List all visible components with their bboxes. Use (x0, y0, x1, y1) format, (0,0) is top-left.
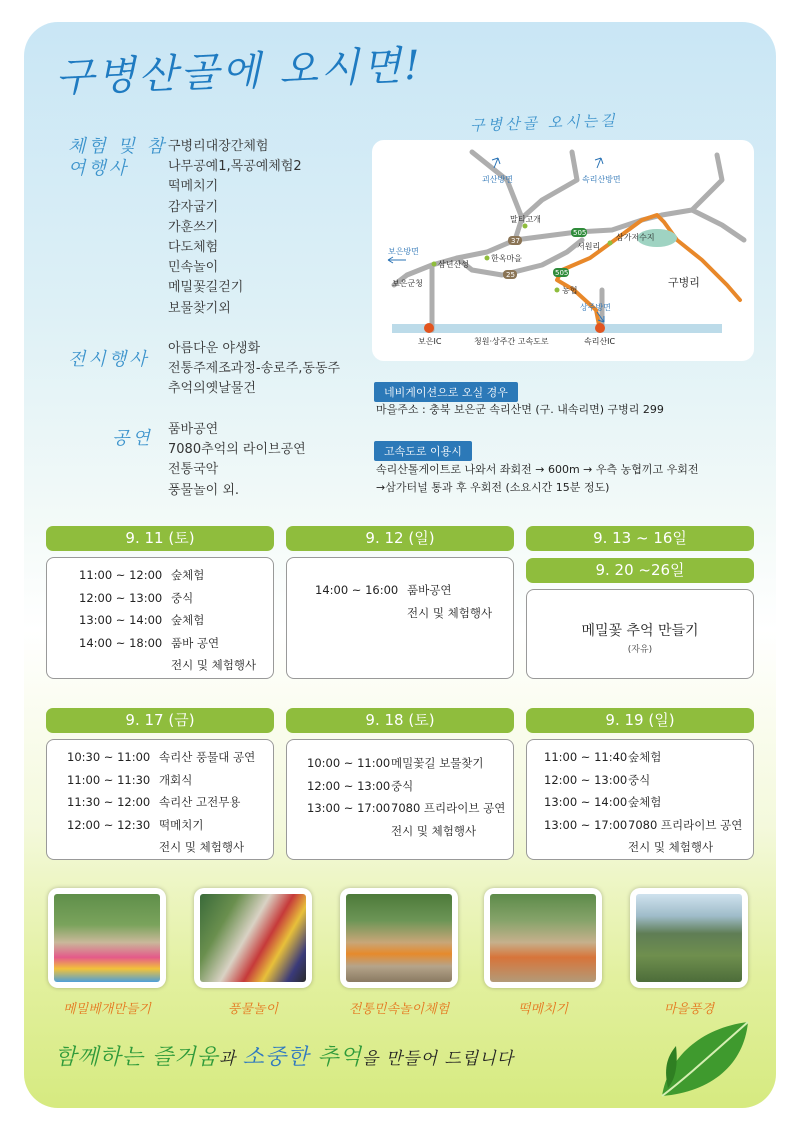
navigation-tag: 네비게이션으로 오실 경우 (374, 382, 518, 402)
slogan-part: 추억 (317, 1045, 362, 1070)
caption-pillow: 메밀베개만들기 (63, 1002, 151, 1017)
caption-village: 마을풍경 (663, 1002, 715, 1017)
items-performance (168, 420, 306, 501)
schedule-box-0918 (286, 739, 514, 860)
schedule-box-0912 (286, 557, 514, 679)
category-exhibition: 전시행사 (68, 349, 150, 370)
schedule-row: 14:00 ~ 16:00 품바공연 (315, 583, 452, 597)
map-drawing (372, 140, 754, 361)
label-nonghyup: 농협 (562, 286, 578, 295)
photo-pungmul (194, 888, 312, 988)
label-seowon: 서원리 (577, 242, 601, 251)
photo-village (630, 888, 748, 988)
schedule-row: 13:00 ~ 14:00 숲체험 (79, 613, 205, 627)
date-header-0917: 9. 17 (금) (46, 708, 274, 733)
program-item: 전통국악 (168, 462, 219, 478)
leaf-icon (648, 1018, 752, 1100)
schedule-row: 전시 및 체험행사 (407, 605, 493, 620)
arrow-up-icon (595, 158, 603, 168)
label-boeun-ic: 보은IC (418, 337, 442, 346)
label-gubyeong: 구병리 (668, 276, 700, 289)
slogan-part: 소중한 (242, 1045, 318, 1070)
program-item: 나무공예1,목공예체험2 (168, 159, 302, 175)
boeun-ic-marker (424, 323, 434, 333)
label-malti: 말티고개 (510, 215, 541, 224)
program-item: 전통주제조과정-송로주,동동주 (168, 361, 341, 377)
program-item: 추억의옛날물건 (168, 381, 256, 397)
schedule-row: 12:00 ~ 12:30 떡메치기 (67, 817, 204, 832)
program-item: 풍물놀이 외. (168, 482, 240, 498)
program-item: 떡메치기 (168, 179, 219, 195)
schedule-row: 10:00 ~ 11:00 메밀꽃길 보물찾기 (307, 756, 484, 770)
schedule-box-0917 (46, 739, 274, 860)
place-marker (608, 241, 613, 246)
slogan-part: 즐거움 (152, 1045, 219, 1070)
place-marker (432, 262, 437, 267)
slogan-part: 을 만들어 드립니다 (361, 1049, 515, 1069)
label-boeun-dir: 보은방면 (388, 247, 419, 256)
schedule-row: 전시 및 체험행사 (159, 840, 245, 854)
program-item: 품바공연 (168, 422, 219, 437)
special-title: 메밀꽃 추억 만들기 (581, 623, 699, 639)
special-box (526, 589, 754, 679)
special-note: (자유) (627, 645, 653, 655)
date-header-0920: 9. 20 ~26일 (526, 558, 754, 583)
date-header-0918: 9. 18 (토) (286, 708, 514, 733)
local-roads (394, 152, 744, 330)
date-header-0912: 9. 12 (일) (286, 526, 514, 551)
photo-rice-cake (484, 888, 602, 988)
label-songnisan-ic: 속리산IC (584, 337, 616, 346)
program-item: 구병리대장간체험 (168, 139, 269, 154)
date-header-0919: 9. 19 (일) (526, 708, 754, 733)
label-road505b: 505 (555, 269, 569, 277)
place-marker (523, 224, 528, 229)
caption-rice-cake: 떡메치기 (517, 1002, 569, 1017)
label-road25: 25 (506, 271, 515, 279)
label-sangju-dir: 상주방면 (580, 303, 611, 312)
schedule-row: 11:00 ~ 11:40 숲체험 (544, 750, 662, 764)
caption-folk-games: 전통민속놀이체험 (348, 1002, 450, 1017)
navigation-text: 마을주소 : 충북 보은군 속리산면 (구. 내속리면) 구병리 299 (376, 403, 664, 416)
items-exhibition (168, 339, 340, 400)
label-goesan: 괴산방면 (482, 175, 513, 184)
schedule-row: 13:00 ~ 17:00 7080 프리라이브 공연 (307, 801, 506, 815)
caption-pungmul: 풍물놀이 (227, 1002, 279, 1017)
schedule-row: 전시 및 체험행사 (628, 840, 714, 854)
highway-road (392, 324, 722, 333)
schedule-row: 13:00 ~ 14:00 숲체험 (544, 795, 662, 809)
label-boeun-office: 보은군청 (392, 279, 423, 288)
route-map (372, 140, 754, 361)
label-highway: 청원·상주간 고속도로 (474, 337, 549, 346)
schedule-box-0911 (46, 557, 274, 679)
label-songnisan-dir: 속리산방면 (582, 175, 621, 184)
map-title: 구병산골 오시는길 (469, 111, 618, 135)
schedule-box-0919 (526, 739, 754, 860)
program-item: 보물찾기외 (168, 300, 231, 316)
schedule-row: 11:00 ~ 11:30 개회식 (67, 772, 193, 787)
schedule-row: 전시 및 체험행사 (391, 823, 477, 838)
schedule-row: 12:00 ~ 13:00 중식 (307, 778, 414, 793)
place-marker (485, 256, 490, 261)
footer-slogan (55, 1040, 514, 1071)
program-item: 아름다운 야생화 (168, 341, 261, 356)
schedule-row: 11:30 ~ 12:00 속리산 고전무용 (67, 795, 241, 809)
schedule-row: 12:00 ~ 13:00 중식 (544, 772, 651, 787)
label-hanok: 한옥마을 (491, 254, 522, 263)
category-experience: 체험 및 참여행사 (68, 136, 167, 179)
schedule-row: 13:00 ~ 17:00 7080 프리라이브 공연 (544, 817, 743, 832)
label-samnyeon: 삼년산성 (438, 260, 469, 269)
arrow-left-icon (388, 257, 406, 263)
date-header-0913: 9. 13 ~ 16일 (526, 526, 754, 551)
highway-text (376, 461, 699, 497)
program-item: 민속놀이 (168, 260, 219, 276)
photo-pillow (48, 888, 166, 988)
program-item: 메밀꽃길걷기 (168, 280, 244, 296)
direction-line: 속리산톨게이트로 나와서 좌회전 → 600m → 우측 농협끼고 우회전 (376, 463, 699, 476)
direction-line: →삼가터널 통과 후 우회전 (소요시간 15분 정도) (376, 481, 610, 494)
slogan-part: 과 (218, 1049, 243, 1069)
place-marker (555, 288, 560, 293)
date-header-0911: 9. 11 (토) (46, 526, 274, 551)
schedule-row: 14:00 ~ 18:00 품바 공연 (79, 635, 220, 650)
program-item: 다도체험 (168, 240, 219, 256)
songnisan-ic-marker (595, 323, 605, 333)
program-item: 가훈쓰기 (168, 219, 219, 235)
schedule-row: 11:00 ~ 12:00 숲체험 (79, 568, 205, 582)
category-performance: 공연 (112, 428, 153, 449)
headline: 구병산골에 오시면! (54, 42, 424, 102)
schedule-row: 전시 및 체험행사 (171, 658, 257, 672)
program-item: 7080추억의 라이브공연 (168, 442, 306, 458)
label-road37: 37 (511, 237, 520, 245)
slogan-part: 함께하는 (55, 1045, 153, 1070)
highway-tag: 고속도로 이용시 (374, 441, 472, 461)
schedule-row: 10:30 ~ 11:00 속리산 풍물대 공연 (67, 750, 256, 764)
photo-folk-games (340, 888, 458, 988)
program-item: 감자굽기 (168, 199, 219, 215)
label-road505a: 505 (573, 229, 587, 237)
items-experience (168, 137, 302, 319)
schedule-row: 12:00 ~ 13:00 중식 (79, 590, 194, 605)
label-samga: 삼가저수지 (616, 233, 655, 242)
